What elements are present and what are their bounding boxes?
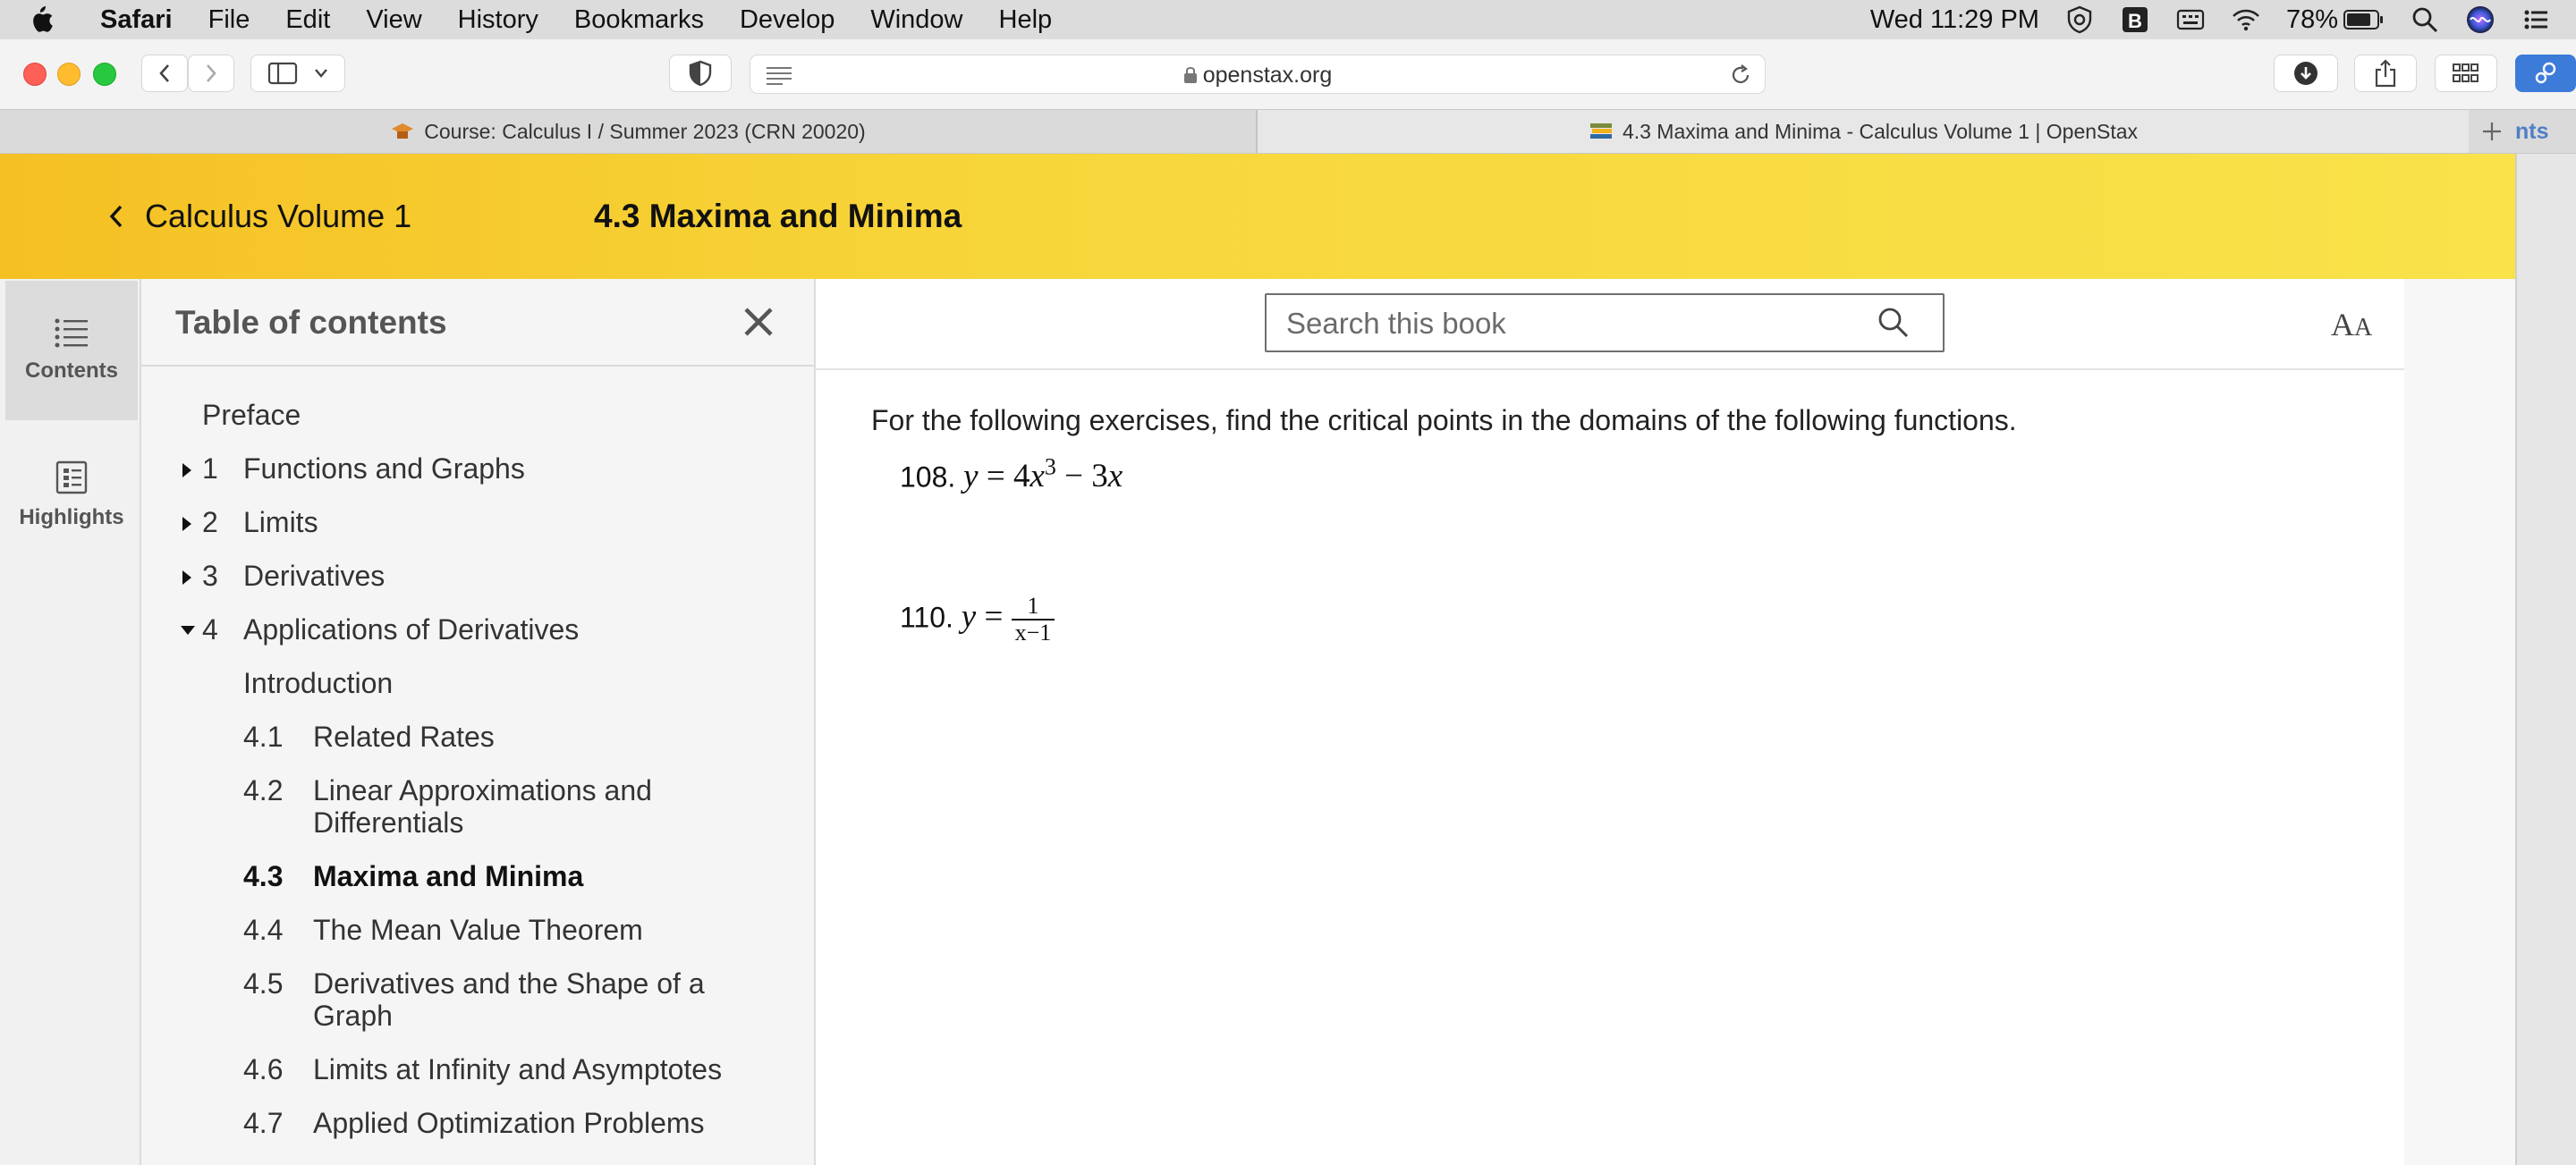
- address-bar[interactable]: [750, 55, 1766, 94]
- background-window: [2515, 154, 2576, 1165]
- forward-button[interactable]: [188, 55, 234, 92]
- table-of-contents-panel: [141, 279, 816, 1165]
- toc-close-button[interactable]: [739, 302, 778, 342]
- highlights-button[interactable]: [5, 426, 138, 565]
- math-var: y: [963, 458, 979, 495]
- exercise-formula: [963, 454, 1123, 495]
- caret-right-icon: [181, 569, 193, 587]
- toc-item-number: 4.2: [243, 774, 284, 806]
- toc-item-label-line2: Graph: [313, 1000, 393, 1032]
- math-fraction: [1012, 594, 1055, 646]
- caret-down-icon: [179, 624, 197, 637]
- new-tab-button[interactable]: [2469, 110, 2515, 153]
- download-icon: [2292, 60, 2319, 87]
- toc-item-number: 4.7: [243, 1107, 284, 1139]
- bitwarden-icon[interactable]: [2120, 4, 2150, 35]
- contents-button[interactable]: [5, 281, 138, 420]
- link-icon: [2532, 60, 2559, 87]
- math-var: x: [1107, 458, 1123, 495]
- menu-view[interactable]: View: [366, 4, 422, 34]
- exercise-108: [900, 454, 1123, 495]
- toc-section-4-4[interactable]: [243, 914, 780, 950]
- menu-develop[interactable]: Develop: [739, 4, 835, 34]
- battery-icon: [2343, 8, 2385, 31]
- macos-menu-bar: [0, 0, 2576, 39]
- section-title: 4.3 Maxima and Minima: [594, 198, 962, 234]
- siri-icon[interactable]: [2465, 4, 2496, 35]
- menu-edit[interactable]: Edit: [285, 4, 331, 34]
- window-minimize-button[interactable]: [57, 63, 80, 86]
- toc-item-preface[interactable]: [202, 399, 301, 432]
- text-size-icon: AA: [2331, 307, 2373, 342]
- math-coef: 3: [1091, 458, 1108, 495]
- toc-item-label: Applications of Derivatives: [243, 613, 580, 646]
- book-header: [0, 154, 2515, 279]
- content-right-margin: [2404, 279, 2515, 1165]
- toc-item-label: Limits: [243, 506, 318, 538]
- sidebar-icon: [267, 62, 298, 85]
- exercise-number: 108.: [900, 460, 956, 494]
- apple-menu-icon[interactable]: [29, 5, 68, 34]
- downloads-button[interactable]: [2274, 55, 2338, 92]
- toc-item-introduction[interactable]: [243, 667, 393, 700]
- math-var: y: [961, 598, 977, 636]
- toc-item-label: Applied Optimization Problems: [313, 1107, 705, 1139]
- search-box[interactable]: [1265, 293, 1945, 352]
- chevron-down-icon: [314, 68, 328, 79]
- svg-text:B: B: [2127, 10, 2142, 32]
- toc-item-label: Functions and Graphs: [243, 452, 525, 485]
- highlights-icon: [55, 460, 88, 494]
- sidebar-toggle-button[interactable]: [250, 55, 345, 92]
- control-center-icon[interactable]: [2521, 4, 2551, 35]
- share-icon: [2374, 59, 2397, 88]
- toc-chapter-2[interactable]: [181, 506, 771, 542]
- share-button[interactable]: [2354, 55, 2417, 92]
- exercise-instructions: For the following exercises, find the critical points in the domains of the following functions.: [871, 404, 2017, 436]
- menu-help[interactable]: Help: [998, 4, 1053, 34]
- tab-bar: [0, 109, 2576, 154]
- text-size-button[interactable]: [2331, 306, 2372, 343]
- background-window-peek: nts: [2515, 119, 2549, 144]
- menu-history[interactable]: History: [457, 4, 538, 34]
- toc-item-label: Related Rates: [313, 721, 495, 753]
- wifi-icon[interactable]: [2231, 4, 2261, 35]
- keyboard-icon[interactable]: [2175, 4, 2206, 35]
- menu-window[interactable]: Window: [870, 4, 963, 34]
- openstax-favicon-icon: [1589, 122, 1614, 141]
- toc-header: [141, 279, 814, 367]
- math-var: x: [1030, 458, 1045, 495]
- vpn-shield-icon[interactable]: [2064, 4, 2095, 35]
- menu-bookmarks[interactable]: Bookmarks: [573, 4, 704, 34]
- tab-openstax-title: 4.3 Maxima and Minima - Calculus Volume 1 | OpenStax: [1622, 119, 2139, 143]
- battery-percent: 78%: [2285, 4, 2338, 34]
- privacy-report-button[interactable]: [669, 55, 732, 92]
- toc-chapter-3[interactable]: [181, 560, 771, 595]
- toc-section-4-3[interactable]: [243, 860, 780, 896]
- toc-item-label: Linear Approximations and: [313, 774, 652, 806]
- toc-item-label: Introduction: [243, 667, 394, 699]
- list-icon: [54, 317, 89, 348]
- math-equals: =: [986, 458, 1005, 495]
- exercise-number: 110.: [900, 601, 953, 634]
- toc-item-label: The Mean Value Theorem: [313, 914, 643, 946]
- toolbar-rail: [0, 279, 141, 1165]
- toc-chapter-1[interactable]: [181, 452, 771, 488]
- chevron-right-icon: [204, 63, 218, 84]
- safari-toolbar: [0, 39, 2576, 109]
- exercise-formula: [961, 593, 1055, 646]
- fraction-numerator: 1: [1012, 594, 1055, 620]
- clock[interactable]: Wed 11:29 PM: [1869, 4, 2039, 34]
- contents-label: Contents: [25, 359, 118, 383]
- caret-right-icon: [181, 461, 193, 479]
- search-input[interactable]: [1284, 302, 1860, 345]
- toc-item-number: 4.5: [243, 967, 284, 1000]
- tab-course-title: Course: Calculus I / Summer 2023 (CRN 20020): [424, 119, 866, 143]
- back-to-book-link[interactable]: [107, 154, 411, 279]
- course-favicon-icon: [390, 122, 415, 141]
- url-display: [750, 55, 1765, 95]
- toc-section-4-1[interactable]: [243, 721, 780, 756]
- shield-icon: [689, 60, 712, 87]
- toc-item-number: 4.3: [243, 860, 284, 892]
- toc-item-label: Derivatives and the Shape of a: [313, 967, 705, 1000]
- toc-item-label: Preface: [202, 399, 301, 431]
- toc-item-number: 4.1: [243, 721, 284, 753]
- math-exponent: 3: [1044, 454, 1056, 480]
- toc-section-4-5[interactable]: [243, 967, 780, 1039]
- reload-icon[interactable]: [1729, 63, 1752, 87]
- math-operator: −: [1064, 458, 1084, 495]
- grid-icon: [2453, 63, 2479, 83]
- extension-button[interactable]: [2515, 55, 2576, 92]
- tab-overview-button[interactable]: [2435, 55, 2497, 92]
- tab-openstax[interactable]: [1258, 110, 2469, 153]
- math-equals: =: [984, 598, 1004, 636]
- tab-course[interactable]: [0, 110, 1256, 153]
- chevron-left-icon: [157, 63, 172, 84]
- spotlight-search-icon[interactable]: [2410, 4, 2440, 35]
- toc-chapter-4[interactable]: [179, 613, 769, 649]
- toc-section-4-7[interactable]: [243, 1107, 780, 1143]
- window-close-button[interactable]: [23, 63, 47, 86]
- lock-icon: [1183, 66, 1198, 84]
- search-icon[interactable]: [1877, 306, 1911, 340]
- toc-item-number: 4.4: [243, 914, 284, 946]
- battery-status[interactable]: [2286, 5, 2385, 35]
- toc-item-label: Maxima and Minima: [313, 860, 584, 892]
- math-coef: 4: [1013, 458, 1030, 495]
- caret-right-icon: [181, 515, 193, 533]
- highlights-label: Highlights: [19, 505, 124, 529]
- toc-section-4-2[interactable]: [243, 774, 780, 846]
- toc-item-label: Limits at Infinity and Asymptotes: [313, 1053, 723, 1085]
- chevron-left-icon: [107, 203, 125, 230]
- close-icon: [739, 302, 778, 342]
- menu-safari[interactable]: Safari: [100, 4, 173, 34]
- plus-icon: [2481, 121, 2503, 142]
- toc-item-number: 1: [202, 452, 218, 485]
- toc-item-number: 4.6: [243, 1053, 284, 1085]
- main-content: [816, 279, 2404, 1165]
- search-bar-area: [816, 279, 2404, 370]
- window-zoom-button[interactable]: [93, 63, 116, 86]
- toc-item-number: 3: [202, 560, 218, 592]
- book-title: Calculus Volume 1: [145, 198, 412, 234]
- fraction-denominator: x−1: [1014, 620, 1052, 646]
- toc-item-label-line2: Differentials: [313, 806, 464, 839]
- toc-section-4-6[interactable]: [243, 1053, 780, 1089]
- url-text: openstax.org: [1202, 63, 1333, 88]
- back-button[interactable]: [141, 55, 188, 92]
- toc-item-label: Derivatives: [243, 560, 386, 592]
- menu-file[interactable]: File: [208, 4, 250, 34]
- exercise-110: [900, 594, 1055, 646]
- toc-item-number: 4: [202, 613, 218, 646]
- toc-item-number: 2: [202, 506, 218, 538]
- toc-title: Table of contents: [175, 304, 447, 341]
